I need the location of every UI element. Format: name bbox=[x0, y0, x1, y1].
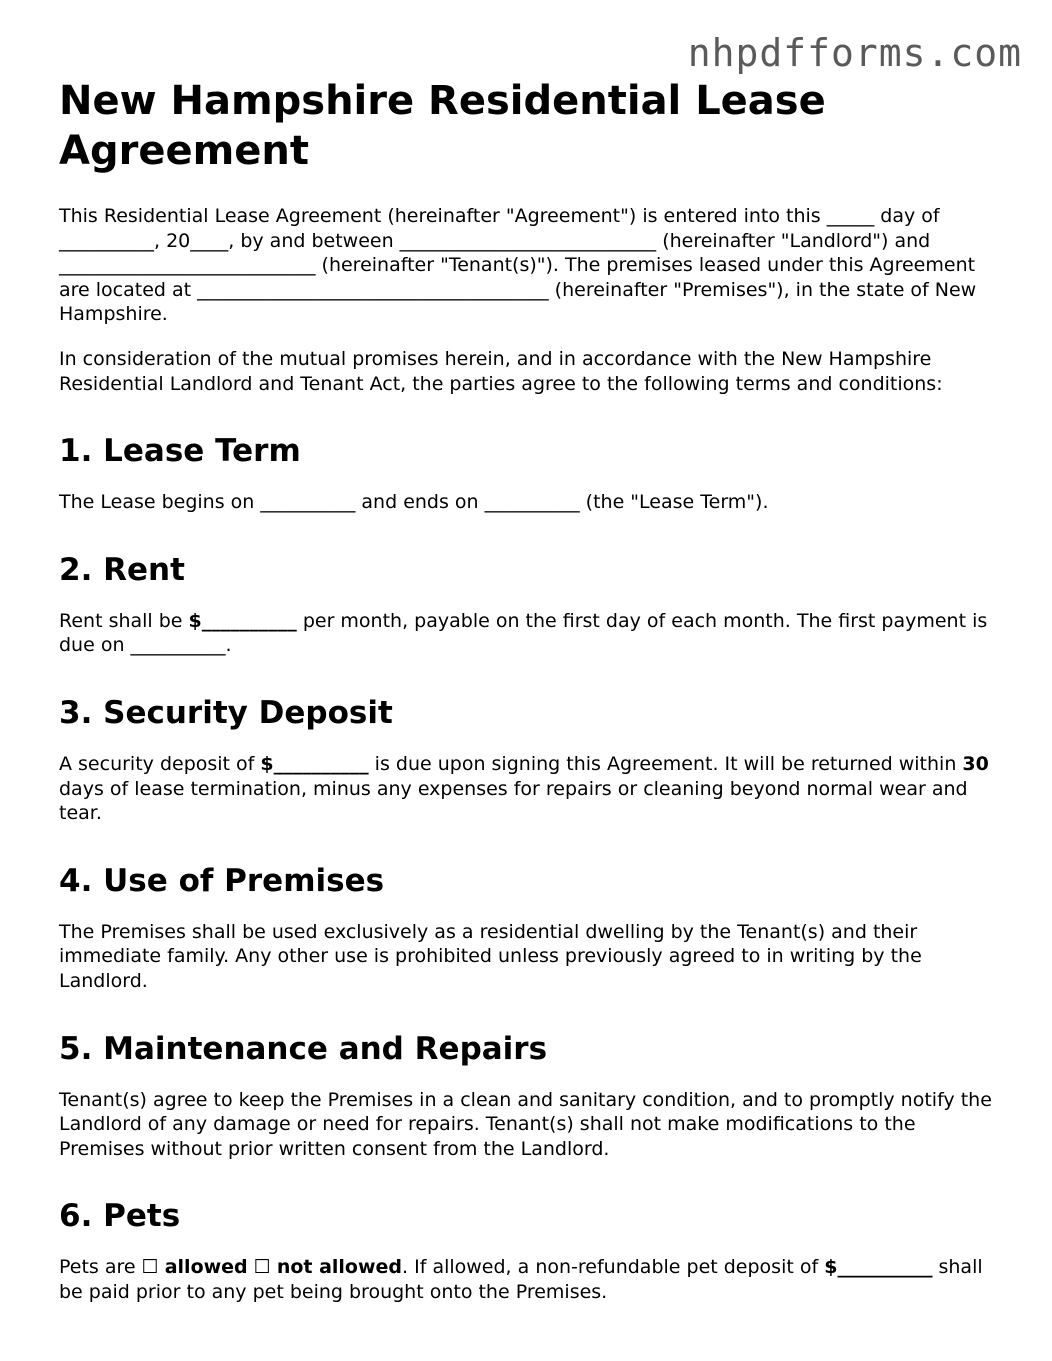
option-not-allowed-label: not allowed bbox=[276, 1256, 403, 1279]
checkbox-not-allowed-icon[interactable]: ☐ bbox=[253, 1256, 271, 1279]
deposit-amount-blank: $__________ bbox=[260, 752, 369, 775]
deposit-text-mid: is due upon signing this Agreement. It will be returned within bbox=[368, 752, 963, 775]
deposit-return-days: 30 bbox=[962, 752, 989, 775]
deposit-text: A security deposit of bbox=[59, 752, 261, 775]
watermark: nhpdfforms.com bbox=[687, 31, 1022, 75]
rent-amount-blank: $__________ bbox=[188, 609, 297, 632]
document-page bbox=[59, 76, 999, 1304]
document-title: New Hampshire Residential Lease Agreement bbox=[59, 78, 826, 174]
section-body-lease-term: The Lease begins on __________ and ends on __________ (the "Lease Term"). bbox=[59, 491, 769, 514]
section-title-maintenance: 5. Maintenance and Repairs bbox=[59, 1030, 548, 1067]
pets-text-mid: . If allowed, a non-refundable pet deposit of bbox=[402, 1256, 825, 1279]
intro-text-end: (hereinafter "Premises"), in the state of New Hampshire. bbox=[59, 278, 977, 326]
section-title-security-deposit: 3. Security Deposit bbox=[59, 694, 393, 731]
section-title-lease-term: 1. Lease Term bbox=[59, 433, 301, 470]
section-title-pets: 6. Pets bbox=[59, 1198, 181, 1235]
checkbox-allowed-icon[interactable]: ☐ bbox=[141, 1256, 159, 1279]
rent-text: Rent shall be bbox=[59, 609, 189, 632]
intro-paragraph bbox=[59, 204, 999, 327]
section-body-use-of-premises: The Premises shall be used exclusively as a residential dwelling by the Tenant(s) and their immediate family. Any other use is prohibited unless previously agreed to in writing by the Landlord. bbox=[59, 920, 922, 992]
deposit-text-end: days of lease termination, minus any expenses for repairs or cleaning beyond normal wear and tear. bbox=[59, 777, 968, 825]
pets-text-end: shall be paid prior to any pet being brought onto the Premises. bbox=[59, 1256, 983, 1303]
pet-deposit-amount-blank: $__________ bbox=[824, 1256, 933, 1279]
premises-address-blank: _____________________________________ bbox=[197, 278, 549, 301]
section-body-pets bbox=[59, 1255, 999, 1304]
section-body-maintenance: Tenant(s) agree to keep the Premises in a clean and sanitary condition, and to promptly notify the Landlord of any damage or need for repairs. Tenant(s) shall not make modifications to the Premises without prior written consent from the Landlord. bbox=[59, 1088, 992, 1160]
rent-text-end: per month, payable on the first day of each month. The first payment is due on __________. bbox=[59, 609, 988, 657]
consideration-paragraph: In consideration of the mutual promises herein, and in accordance with the New Hampshire Residential Landlord and Tenant Act, the parties agree to the following terms and conditions: bbox=[59, 347, 943, 395]
intro-text: This Residential Lease Agreement (hereinafter "Agreement") is entered into this _____ day of __________, 20____, by and between ___________________________ (hereinafter "Landlord") and ___________________________ (hereinafter "Tenant(s)"). The premises leased under this Agreement are located at bbox=[59, 205, 976, 301]
section-title-rent: 2. Rent bbox=[59, 551, 185, 588]
section-body-rent bbox=[59, 609, 999, 658]
pets-text: Pets are bbox=[59, 1256, 142, 1279]
section-body-security-deposit bbox=[59, 752, 999, 826]
section-title-use-of-premises: 4. Use of Premises bbox=[59, 862, 385, 899]
option-allowed-label: allowed bbox=[164, 1256, 248, 1279]
